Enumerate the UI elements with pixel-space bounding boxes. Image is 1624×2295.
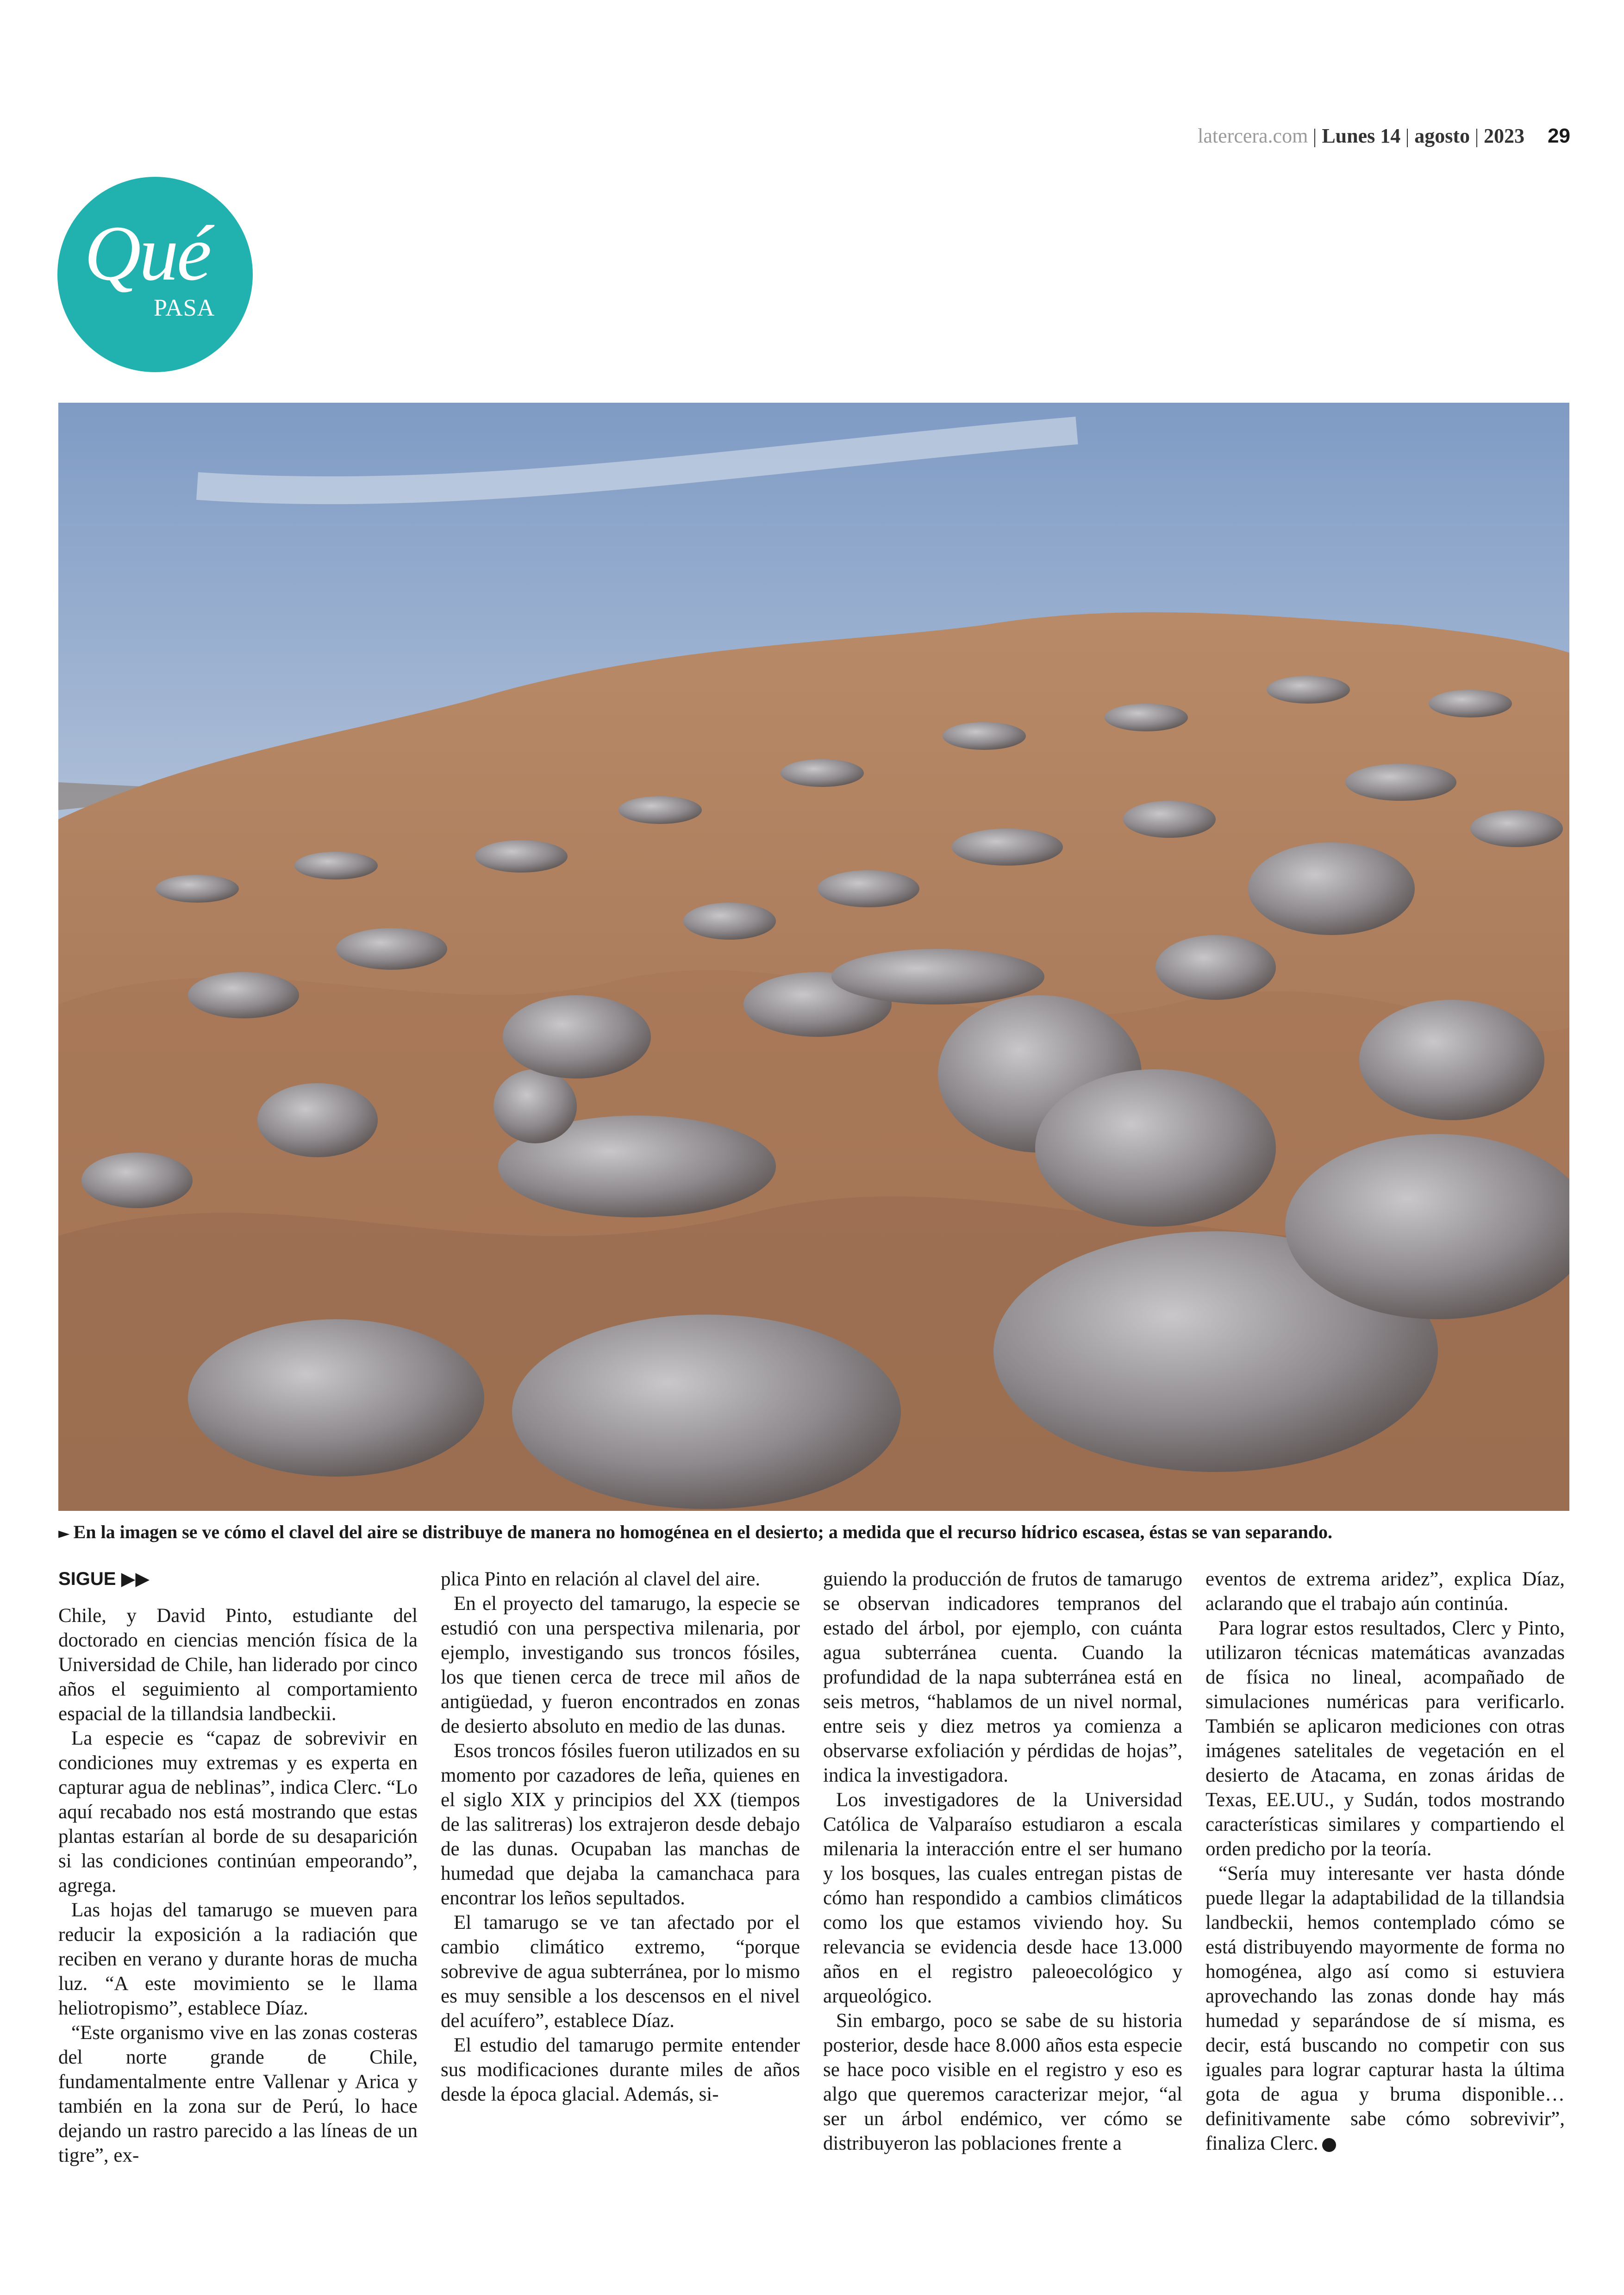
divider	[1314, 129, 1315, 147]
continued-label: SIGUE ▶▶	[58, 1569, 150, 1589]
caption-text: En la imagen se ve cómo el clavel del aire se distribuye de manera no homogénea en el desierto; a medida que el recurso hídrico escasea, éstas se van separando.	[73, 1522, 1332, 1542]
paragraph: “Este organismo vive en las zonas costeras del norte grande de Chile, fundamentalmente entre Vallenar y Arica y también en la zona sur de Perú, lo hace dejando un rastro parecido a las líneas de un tigre”, ex-	[58, 2022, 418, 2166]
photo-caption	[58, 1519, 1569, 1546]
paragraph	[1206, 1861, 1565, 2156]
paragraph: En el proyecto del tamarugo, la especie se estudió con una perspectiva milenaria, por ejemplo, investigando sus troncos fósiles, los que tienen cerca de trece mil años de antigüedad, y fueron encontrados en zonas de desierto absoluto en medio de las dunas.	[441, 1593, 800, 1737]
date-year: 2023	[1484, 125, 1525, 147]
logo-word: Qué	[84, 210, 210, 297]
paragraph: plica Pinto en relación al clavel del aire.	[441, 1568, 761, 1590]
end-mark-icon	[1322, 2138, 1336, 2152]
paragraph: Las hojas del tamarugo se mueven para reducir la exposición a la radiación que reciben en verano y durante horas de mucha luz. “A este movimiento se le llama heliotropismo”, establece Díaz.	[58, 1899, 418, 2019]
photo-illustration	[58, 403, 1569, 1511]
paragraph: guiendo la producción de frutos de tamarugo se observan indicadores tempranos del estado del árbol, por ejemplo, con cuánta agua subterránea cuenta. Cuando la profundidad de la napa subterránea está en seis metros, “hablamos de un nivel normal, entre seis y diez metros ya comienza a observarse exfoliación y pérdidas de hojas”, indica la investigadora.	[823, 1568, 1182, 1786]
paragraph: La especie es “capaz de sobrevivir en condiciones muy extremas y es experta en capturar agua de neblinas”, indica Clerc. “Lo aquí recabado nos está mostrando que estas plantas estarían al borde de su desaparición si las condiciones continúan empeorando”, agrega.	[58, 1727, 418, 1896]
date-month: agosto	[1414, 125, 1470, 147]
caption-arrow-icon: ►	[58, 1524, 70, 1542]
paragraph: Los investigadores de la Universidad Católica de Valparaíso estudiaron a escala milenaria la interacción entre el ser humano y los bosques, las cuales entregan pistas de cómo han respondido a cambios climáticos como los que estamos viviendo hoy. Su relevancia se evidencia desde hace 13.000 años en el registro paleoecológico y arqueológico.	[823, 1789, 1182, 2007]
logo-sub: PASA	[154, 295, 215, 321]
article-column-3	[823, 1567, 1182, 2156]
page-number: 29	[1548, 125, 1570, 147]
page-header	[1198, 121, 1570, 151]
date-day: Lunes 14	[1322, 125, 1401, 147]
site-name: latercera.com	[1198, 125, 1308, 147]
divider	[1407, 129, 1408, 147]
divider	[1476, 129, 1477, 147]
paragraph: El tamarugo se ve tan afectado por el cambio climático extremo, “porque sobrevive de agua subterránea, por lo mismo es muy sensible a los descensos en el nivel del acuífero”, establece Díaz.	[441, 1912, 800, 2032]
section-logo	[57, 177, 253, 372]
paragraph: Sin embargo, poco se sabe de su historia posterior, desde hace 8.000 años esta especie se hace poco visible en el registro y eso es algo que queremos caracterizar mejor, “al ser un árbol endémico, ver cómo se distribuyeron las poblaciones frente a	[823, 2010, 1182, 2154]
paragraph: Chile, y David Pinto, estudiante del doctorado en ciencias mención física de la Universidad de Chile, han liderado por cinco años el seguimiento al comportamiento espacial de la tillandsia landbeckii.	[58, 1605, 418, 1725]
paragraph: eventos de extrema aridez”, explica Díaz, aclarando que el trabajo aún continúa.	[1206, 1568, 1565, 1615]
article-column-4	[1206, 1567, 1565, 2156]
desert-landscape-photo	[58, 403, 1569, 1511]
paragraph: Para lograr estos resultados, Clerc y Pinto, utilizaron técnicas matemáticas avanzadas de física no lineal, acompañado de simulaciones numéricas para verificarlo. También se aplicaron mediciones con otras imágenes satelitales de vegetación en el desierto de Atacama, en zonas áridas de Texas, EE.UU., y Sudán, todos mostrando características similares y compartiendo el orden predicho por la teoría.	[1206, 1617, 1565, 1860]
paragraph-text: “Sería muy interesante ver hasta dónde puede llegar la adaptabilidad de la tillandsia landbeckii, hemos contemplado cómo se está distribuyendo mayormente de forma no homogénea, algo así como si estuviera aprovechando las zonas donde hay más humedad y separándose de sí misma, es decir, está buscando no competir con sus iguales para lograr capturar hasta la última gota de agua y bruma disponible… definitivamente sabe cómo sobrevivir”, finaliza Clerc.	[1206, 1863, 1565, 2154]
paragraph: El estudio del tamarugo permite entender sus modificaciones durante miles de años desde la época glacial. Además, si-	[441, 2034, 800, 2105]
article-column-2	[441, 1567, 800, 2107]
paragraph: Esos troncos fósiles fueron utilizados en su momento por cazadores de leña, quienes en el siglo XIX y principios del XX (tiempos de las salitreras) los extrajeron desde debajo de las dunas. Ocupaban las manchas de humedad que dejaba la camanchaca para encontrar los leños sepultados.	[441, 1740, 800, 1909]
article-column-1	[58, 1567, 418, 2168]
